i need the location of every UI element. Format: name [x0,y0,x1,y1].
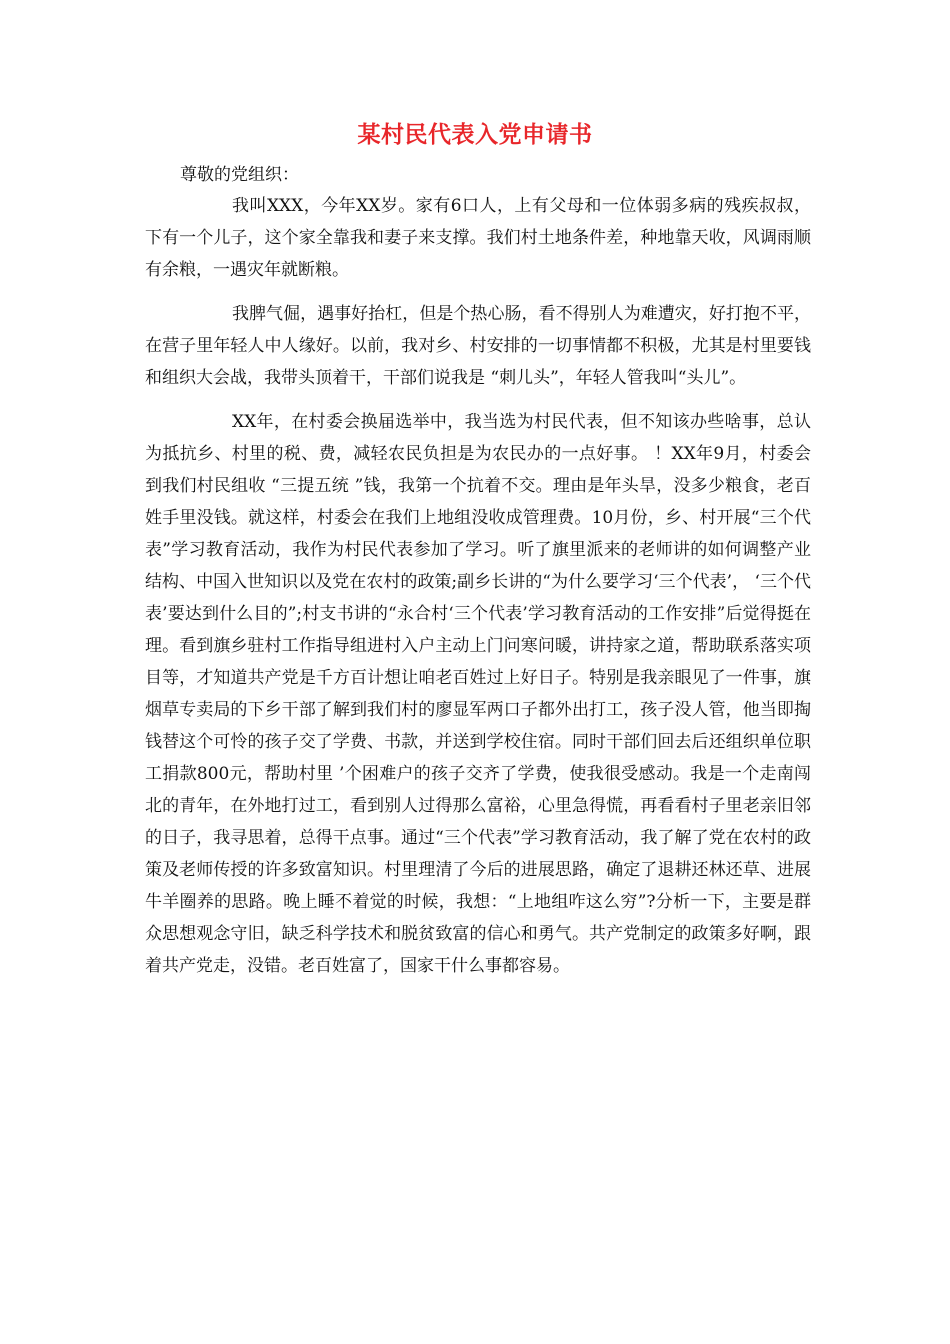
paragraph-3: XX年，在村委会换届选举中，我当选为村民代表，但不知该办些啥事，总认为抵抗乡、村里的税、费，减轻农民负担是为农民办的一点好事。 ！XX年9月，村委会到我们村民组收 “三提五统 ”钱，我第一个抗着不交。理由是年头旱，没多少粮食，老百姓手里没钱。就这样，村委会在我们上地组没收成管理费。10月份，乡、村开展“三个代表”学习教育活动，我作为村民代表参加了学习。听了旗里派来的老师讲的如何调整产业结构、中国入世知识以及党在农村的政策;副乡长讲的“为什么要学习‘三个代表’， ‘三个代表’要达到什么目的”;村支书讲的“永合村‘三个代表’学习教育活动的工作安排”后觉得挺在理。看到旗乡驻村工作指导组进村入户主动上门问寒问暖，讲持家之道，帮助联系落实项目等，才知道共产党是千方百计想让咱老百姓过上好日子。特别是我亲眼见了一件事，旗烟草专卖局的下乡干部了解到我们村的廖显军两口子都外出打工，孩子没人管，他当即掏钱替这个可怜的孩子交了学费、书款，并送到学校住宿。同时干部们回去后还组织单位职工捐款800元，帮助村里 ’个困难户的孩子交齐了学费，使我很受感动。我是一个走南闯北的青年，在外地打过工，看到别人过得那么富裕，心里急得慌，再看看村子里老亲旧邻的日子，我寻思着，总得干点事。通过“三个代表”学习教育活动，我了解了党在农村的政策及老师传授的许多致富知识。村里理清了今后的进展思路，确定了退耕还林还草、进展牛羊圈养的思路。晚上睡不着觉的时候，我想：“上地组咋这么穷”?分析一下，主要是群众思想观念守旧，缺乏科学技术和脱贫致富的信心和勇气。共产党制定的政策多好啊，跟着共产党走，没错。老百姓富了，国家干什么事都容易。 [145,412,811,976]
salutation: 尊敬的党组织： [180,165,299,185]
paragraph-1: 我叫XXX，今年XX岁。家有6口人，上有父母和一位体弱多病的残疾叔叔，下有一个儿子，这个家全靠我和妻子来支撑。我们村土地条件差，种地靠天收，风调雨顺有余粮，一遇灾年就断粮。 [145,196,811,280]
document-body [145,190,811,994]
document-title: 某村民代表入党申请书 [357,122,593,148]
paragraph-2: 我脾气倔，遇事好抬杠，但是个热心肠，看不得别人为难遭灾，好打抱不平，在营子里年轻人中人缘好。以前，我对乡、村安排的一切事情都不积极，尤其是村里要钱和组织大会战，我带头顶着干，干部们说我是 “刺儿头”，年轻人管我叫“头儿”。 [145,304,811,388]
